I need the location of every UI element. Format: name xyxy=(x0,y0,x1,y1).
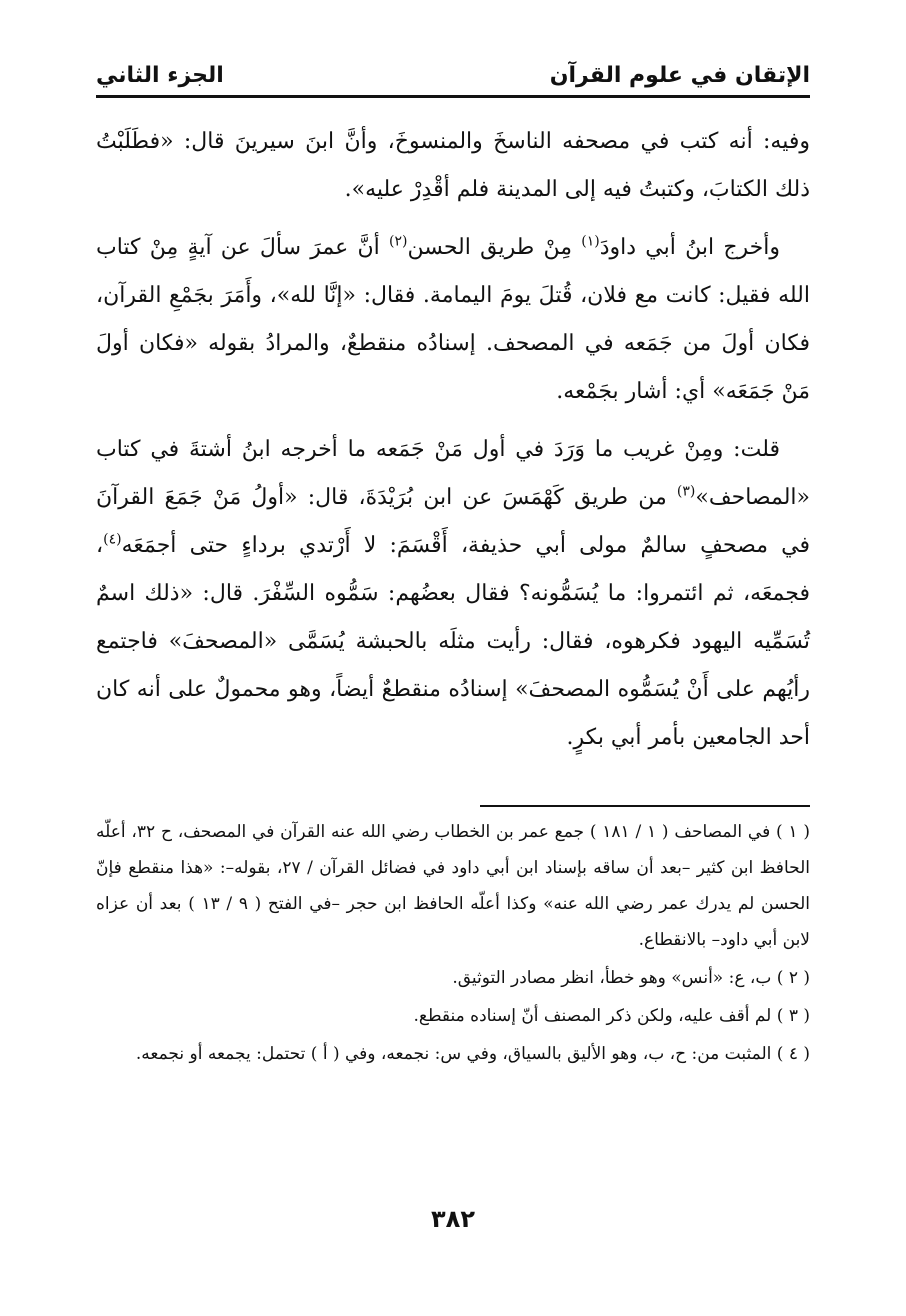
page-number: ٣٨٢ xyxy=(431,1205,475,1233)
footnote-1: ( ١ ) في المصاحف ( ١ / ١٨١ ) جمع عمر بن الخطاب رضي الله عنه القرآن في المصحف، ح ٣٢، أعلّه الحافظ ابن كثير –بعد أن ساقه بإسناد ابن أبي داود في فضائل القرآن / ٢٧، بقوله–: «هذا منقطع فإنّ الحسن لم يدرك عمر رضي الله عنه» وكذا أعلّه الحافظ ابن حجر –في الفتح ( ٩ / ١٣ ) بعد أن عزاه لابن أبي داود– بالانقطاع. xyxy=(96,822,810,950)
paragraph-3-text-b: من طريق كَهْمَسَ عن ابن بُرَيْدَةَ، قال: «أولُ مَنْ جَمَعَ القرآنَ في مصحفٍ سالمٌ مولى أبي حذيفة، أَقْسَمَ: لا أَرْتدي برداءٍ حتى أجمَعَه xyxy=(96,485,810,558)
footnote-ref-1: (١) xyxy=(581,233,600,250)
paragraph-2-text-b: مِنْ طريق الحسن xyxy=(407,235,582,260)
footnote-rule xyxy=(480,805,810,807)
paragraph-1-text: وفيه: أنه كتب في مصحفه الناسخَ والمنسوخَ، وأنَّ ابنَ سيرينَ قال: «فطَلَبْتُ ذلك الكتابَ، وكتبتُ فيه إلى المدينة فلم أقْدِرْ عليه». xyxy=(96,129,810,202)
footnote-3: ( ٣ ) لم أقف عليه، ولكن ذكر المصنف أنّ إسناده منقطع. xyxy=(413,1006,810,1026)
footnote-ref-2: (٢) xyxy=(389,233,408,250)
paragraph-3-text-a: قلت: ومِنْ غريب ما وَرَدَ في أول مَنْ جَمَعه ما أخرجه ابنُ أشتةَ في كتاب «المصاحف» xyxy=(96,437,810,510)
paragraph-3-text-c: ، فجمعَه، ثم ائتمروا: ما يُسَمُّونه؟ فقال بعضُهم: سَمُّوه السِّفْرَ. قال: «ذلك اسمٌ تُسَمِّيه اليهود فكرهوه، فقال: رأيت مثلَه بالحبشة يُسَمَّى «المصحفَ» فاجتمع رأيُهم على أَنْ يُسَمُّوه المصحفَ» إسنادُه منقطعٌ أيضاً، وهو محمولٌ على أنه كان أحد الجامعين بأمر أبي بكرٍ. xyxy=(96,533,810,750)
paragraph-1 xyxy=(96,118,810,214)
footnote-4: ( ٤ ) المثبت من: ح، ب، وهو الأليق بالسياق، وفي س: نجمعه، وفي ( أ ) تحتمل: يجمعه أو نجمعه. xyxy=(135,1044,810,1064)
paragraph-2-text-a: وأخرج ابنُ أبي داودَ xyxy=(599,235,780,260)
part-label: الجزء الثاني xyxy=(96,63,224,88)
paragraph-2 xyxy=(96,224,810,416)
paragraph-2-text-c: أنَّ عمرَ سألَ عن آيةٍ مِنْ كتاب الله فقيل: كانت مع فلان، قُتلَ يومَ اليمامة. فقال: «إنَّا لله»، وأَمَرَ بجَمْعِ القرآن، فكان أولَ من جَمَعه في المصحف. إسنادُه منقطعٌ، والمرادُ بقوله «فكان أولَ مَنْ جَمَعَه» أي: أشار بجَمْعه. xyxy=(96,235,810,404)
footnote-ref-4: (٤) xyxy=(103,531,122,548)
footnote-ref-3: (٣) xyxy=(676,483,696,500)
footnotes xyxy=(96,814,810,1074)
main-text xyxy=(96,118,810,772)
footnote-2: ( ٢ ) ب، ع: «أنس» وهو خطأ، انظر مصادر التوثيق. xyxy=(452,968,810,988)
header-rule xyxy=(96,95,810,98)
paragraph-3 xyxy=(96,426,810,762)
book-title: الإتقان في علوم القرآن xyxy=(549,63,810,88)
running-header xyxy=(96,48,810,88)
